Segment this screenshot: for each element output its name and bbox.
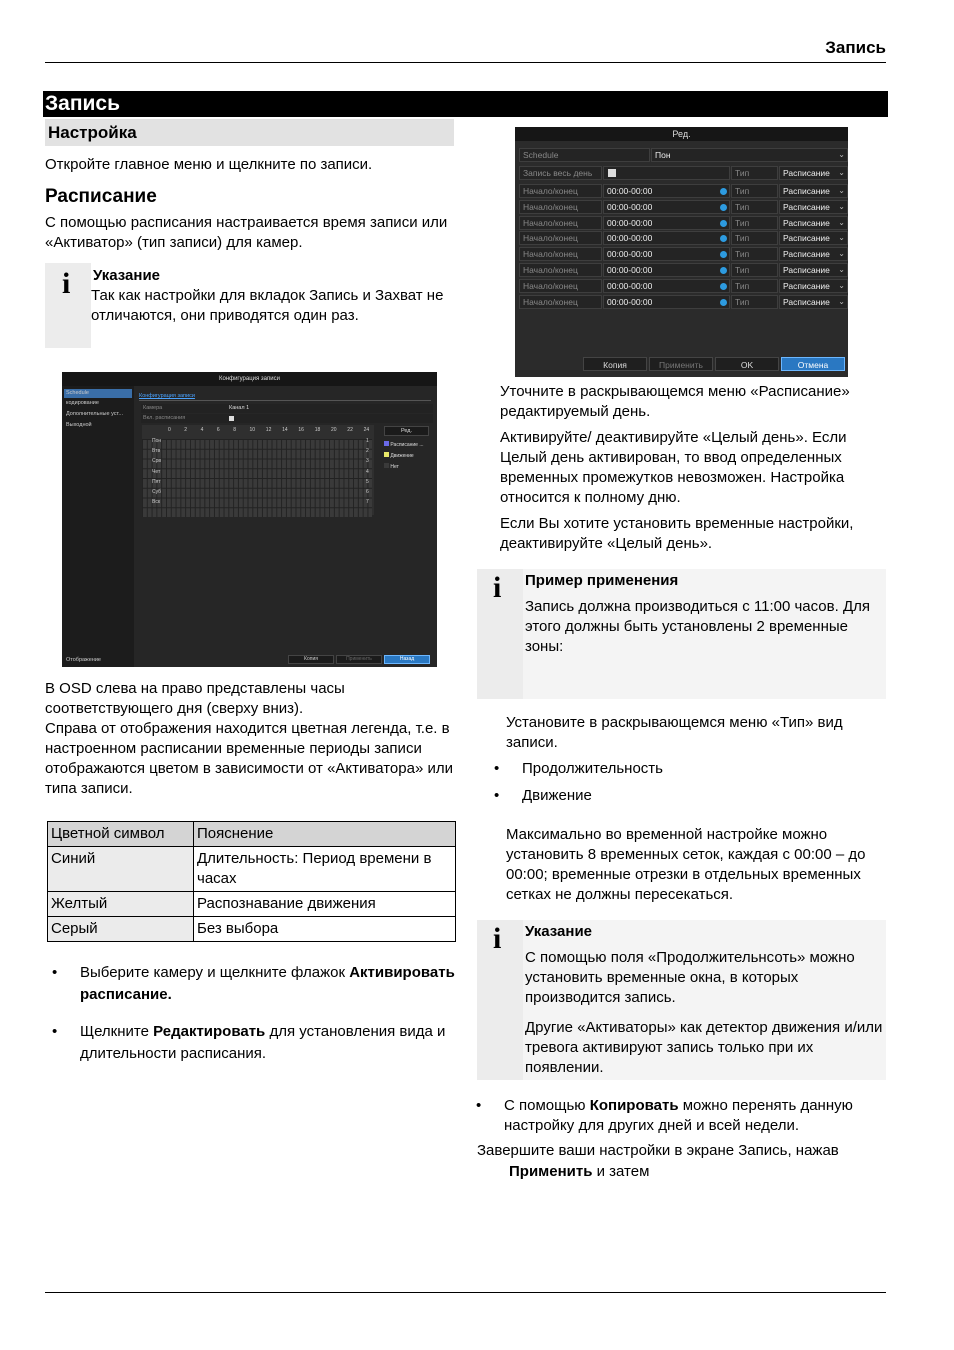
allday-row[interactable] [519, 166, 848, 180]
camera-label: Камера [143, 405, 163, 411]
page-header-title: Запись [825, 38, 886, 57]
tab-record-config[interactable]: Конфигурация записи [139, 393, 195, 399]
note-icon-box [45, 263, 91, 348]
hour-label: 0 [168, 427, 171, 433]
day-number: 5 [366, 478, 369, 485]
clock-icon[interactable] [720, 251, 727, 258]
time-period-row[interactable] [519, 279, 848, 293]
header-divider [45, 62, 886, 63]
period-type-select[interactable]: Расписание ⌄ [779, 200, 848, 214]
note-title: Указание [93, 267, 161, 284]
schedule-label: Schedule [519, 148, 650, 162]
time-period-row[interactable] [519, 200, 848, 214]
sidebar-item-advanced[interactable]: Дополнительные уст... [66, 411, 123, 417]
legend-label-schedule: Расписание ... [390, 442, 424, 448]
period-time-field[interactable]: 00:00-00:00 [603, 247, 730, 261]
ok-button[interactable]: OK [715, 357, 779, 371]
camera-row[interactable] [141, 404, 433, 413]
subsection-title: Настройка [45, 119, 454, 146]
schedule-day-select[interactable]: Пон ⌄ [651, 148, 848, 162]
time-period-row[interactable] [519, 216, 848, 230]
sidebar-item-schedule[interactable]: Schedule [64, 389, 132, 398]
apply-button[interactable]: Применить [649, 357, 713, 371]
period-type-label: Тип [731, 200, 778, 214]
info-icon: i [62, 267, 71, 300]
time-period-row[interactable] [519, 295, 848, 309]
table-header-symbol: Цветной символ [48, 822, 194, 847]
hour-label: 14 [282, 427, 288, 433]
activate-label: Вкл. расписания [143, 415, 186, 421]
sidebar-item-display[interactable]: Отображение [66, 657, 101, 663]
period-time-field[interactable]: 00:00-00:00 [603, 200, 730, 214]
period-type-label: Тип [731, 295, 778, 309]
schedule-grid[interactable] [142, 439, 372, 517]
hour-label: 4 [200, 427, 204, 433]
finish-apply: Применить и затем [509, 1163, 650, 1180]
left-copy-button[interactable]: Копия [288, 655, 334, 664]
legend-swatch-yellow [384, 452, 389, 457]
day-label: Чет [152, 468, 161, 475]
table-cell-meaning: Длительность: Период времени в часах [194, 847, 456, 892]
table-cell-meaning: Без выбора [194, 917, 456, 942]
period-type-select[interactable]: Расписание ⌄ [779, 263, 848, 277]
example-box [477, 569, 886, 699]
clock-icon[interactable] [720, 204, 727, 211]
hour-label: 6 [216, 427, 220, 433]
day-label: Пят [152, 478, 161, 485]
period-time-field[interactable]: 00:00-00:00 [603, 263, 730, 277]
max-periods-text: Максимально во временной настройке можно установить 8 временных сеток, каждая с 00:00 – до 00:00; временные отрезки в отдельных временных сетках не должны пересекаться. [506, 826, 866, 903]
copy-button[interactable]: Копия [583, 357, 647, 371]
period-label: Начало/конец [519, 295, 602, 309]
bullet-select-camera: • Выберите камеру и щелкните флажок Активировать расписание. [80, 962, 455, 1006]
section-title: Запись [43, 91, 888, 117]
table-row [48, 892, 456, 917]
footer-divider [45, 1292, 886, 1293]
hour-label: 16 [298, 427, 304, 433]
day-number: 6 [366, 489, 369, 495]
day-number: 2 [366, 448, 369, 455]
hour-label: 10 [249, 427, 256, 433]
camera-value: Канал 1 [229, 405, 250, 411]
edit-dialog-title: Ред. [515, 127, 848, 141]
day-number: 7 [366, 499, 369, 506]
info-icon: i [493, 571, 502, 604]
day-label: Вск [152, 499, 161, 506]
right-p1: Уточните в раскрывающемся меню «Расписание» редактируемый день. [500, 383, 850, 420]
hour-label: 18 [314, 427, 321, 433]
clock-icon[interactable] [720, 188, 727, 195]
period-type-select[interactable]: Расписание ⌄ [779, 295, 848, 309]
clock-icon[interactable] [720, 267, 727, 274]
clock-icon[interactable] [720, 235, 727, 242]
table-cell-meaning: Распознавание движения [194, 892, 456, 917]
time-period-row[interactable] [519, 184, 848, 198]
period-type-label: Тип [731, 263, 778, 277]
period-type-select[interactable]: Расписание ⌄ [779, 231, 848, 245]
cancel-button[interactable]: Отмена [781, 357, 845, 371]
example-title: Пример применения [525, 572, 679, 589]
activate-row[interactable] [141, 414, 433, 423]
period-label: Начало/конец [519, 279, 602, 293]
bullet-edit: • Щелкните Редактировать для установления вида и длительности расписания. [80, 1021, 455, 1065]
day-number: 1 [366, 438, 369, 444]
example-text: Запись должна производиться с 11:00 часов. Для этого должны быть установлены 2 временные зоны: [525, 598, 870, 655]
table-row [48, 847, 456, 892]
period-time-field[interactable]: 00:00-00:00 [603, 216, 730, 230]
period-type-label: Тип [731, 247, 778, 261]
allday-checkbox[interactable] [608, 169, 616, 177]
allday-type-select[interactable]: Расписание ⌄ [779, 166, 848, 180]
right-p3: Если Вы хотите установить временные настройки, деактивируйте «Целый день». [500, 515, 854, 552]
record-config-screenshot [62, 372, 437, 667]
edit-schedule-screenshot [515, 127, 848, 377]
table-cell-color: Серый [48, 917, 194, 942]
schedule-day-row[interactable] [519, 148, 848, 162]
period-type-select[interactable]: Расписание ⌄ [779, 247, 848, 261]
period-type-select[interactable]: Расписание ⌄ [779, 184, 848, 198]
period-time-field[interactable]: 00:00-00:00 [603, 295, 730, 309]
note2-box [477, 920, 886, 1080]
table-cell-color: Желтый [48, 892, 194, 917]
activate-checkbox[interactable] [229, 416, 234, 421]
intro-text: Откройте главное меню и щелкните по записи. [45, 156, 373, 173]
legend-label-none: Нет [390, 464, 399, 470]
time-period-row[interactable] [519, 263, 848, 277]
left-apply-button[interactable]: Применить [336, 655, 382, 664]
hour-label: 22 [347, 427, 353, 433]
clock-icon[interactable] [720, 220, 727, 227]
sidebar-item-encoding[interactable]: кодирование [66, 400, 99, 406]
type-motion: • Движение [522, 786, 592, 806]
table-header-row [48, 822, 456, 847]
hour-label: 2 [184, 427, 188, 433]
hour-label: 24 [363, 427, 370, 433]
left-back-button[interactable]: Назад [384, 655, 430, 664]
hour-label: 8 [233, 427, 236, 433]
schedule-description: С помощью расписания настраивается время записи или «Активатор» (тип записи) для камер. [45, 214, 448, 251]
period-time-field[interactable]: 00:00-00:00 [603, 231, 730, 245]
hour-label: 20 [331, 427, 337, 433]
period-time-field[interactable]: 00:00-00:00 [603, 279, 730, 293]
period-type-label: Тип [731, 231, 778, 245]
note2-text2: Другие «Активаторы» как детектор движения и/или тревога активируют запись только при их появлении. [525, 1019, 883, 1076]
color-legend [384, 440, 424, 473]
period-label: Начало/конец [519, 216, 602, 230]
info-icon: i [493, 922, 502, 955]
period-type-select[interactable]: Расписание ⌄ [779, 216, 848, 230]
edit-button[interactable]: Ред. [384, 426, 429, 436]
hour-label: 12 [265, 427, 272, 433]
legend-swatch-gray [384, 463, 389, 468]
type-intro: Установите в раскрывающемся меню «Тип» вид записи. [506, 714, 843, 751]
clock-icon[interactable] [720, 299, 727, 306]
allday-type-label: Тип [731, 166, 778, 180]
period-label: Начало/конец [519, 247, 602, 261]
note-text: Так как настройки для вкладок Запись и Захват не отличаются, они приводятся один раз. [91, 287, 444, 324]
period-label: Начало/конец [519, 263, 602, 277]
period-type-label: Тип [731, 216, 778, 230]
right-p2: Активируйте/ деактивируйте «Целый день». Если Целый день активирован, то ввод определенных временных промежутков невозможен. Настройка относится к полному дню. [500, 429, 847, 506]
period-time-field[interactable]: 00:00-00:00 [603, 184, 730, 198]
table-row [48, 917, 456, 942]
time-period-row[interactable] [519, 231, 848, 245]
legend-swatch-blue [384, 441, 389, 446]
screen-sidebar [62, 386, 134, 667]
period-type-select[interactable]: Расписание ⌄ [779, 279, 848, 293]
period-label: Начало/конец [519, 200, 602, 214]
bullet-copy: • С помощью Копировать можно перенять данную настройку для других дней и всей недели. [504, 1096, 884, 1136]
time-period-row[interactable] [519, 247, 848, 261]
day-label: Пон [152, 438, 162, 444]
osd-description: В OSD слева на право представлены часы соответствующего дня (сверху вниз). [45, 680, 345, 717]
day-label: Срв [152, 458, 162, 465]
type-duration: • Продолжительность [522, 759, 663, 779]
period-type-label: Тип [731, 279, 778, 293]
screen-title: Конфигурация записи [62, 372, 437, 386]
period-label: Начало/конец [519, 184, 602, 198]
finish-text: Завершите ваши настройки в экране Запись, нажав [477, 1142, 839, 1159]
day-number: 3 [366, 458, 369, 465]
clock-icon[interactable] [720, 283, 727, 290]
day-label: Суб [152, 489, 162, 495]
sidebar-item-holiday[interactable]: Выходной [66, 422, 92, 428]
legend-description: Справа от отображения находится цветная легенда, т.е. в настроенном расписании временные периоды записи отображаются цветом в зависимости от «Активатора» или типа записи. [45, 720, 453, 797]
allday-label: Запись весь день [519, 166, 602, 180]
table-header-description: Пояснение [194, 822, 456, 847]
day-number: 4 [366, 468, 369, 475]
color-legend-table [47, 821, 456, 942]
period-type-label: Тип [731, 184, 778, 198]
period-label: Начало/конец [519, 231, 602, 245]
day-label: Втв [152, 448, 161, 455]
note2-title: Указание [525, 923, 593, 940]
legend-label-motion: Движение [390, 453, 414, 459]
schedule-heading: Расписание [45, 186, 157, 207]
table-cell-color: Синий [48, 847, 194, 892]
note2-text1: С помощью поля «Продолжительнсоть» можно установить временные окна, в которых производится запись. [525, 949, 855, 1006]
